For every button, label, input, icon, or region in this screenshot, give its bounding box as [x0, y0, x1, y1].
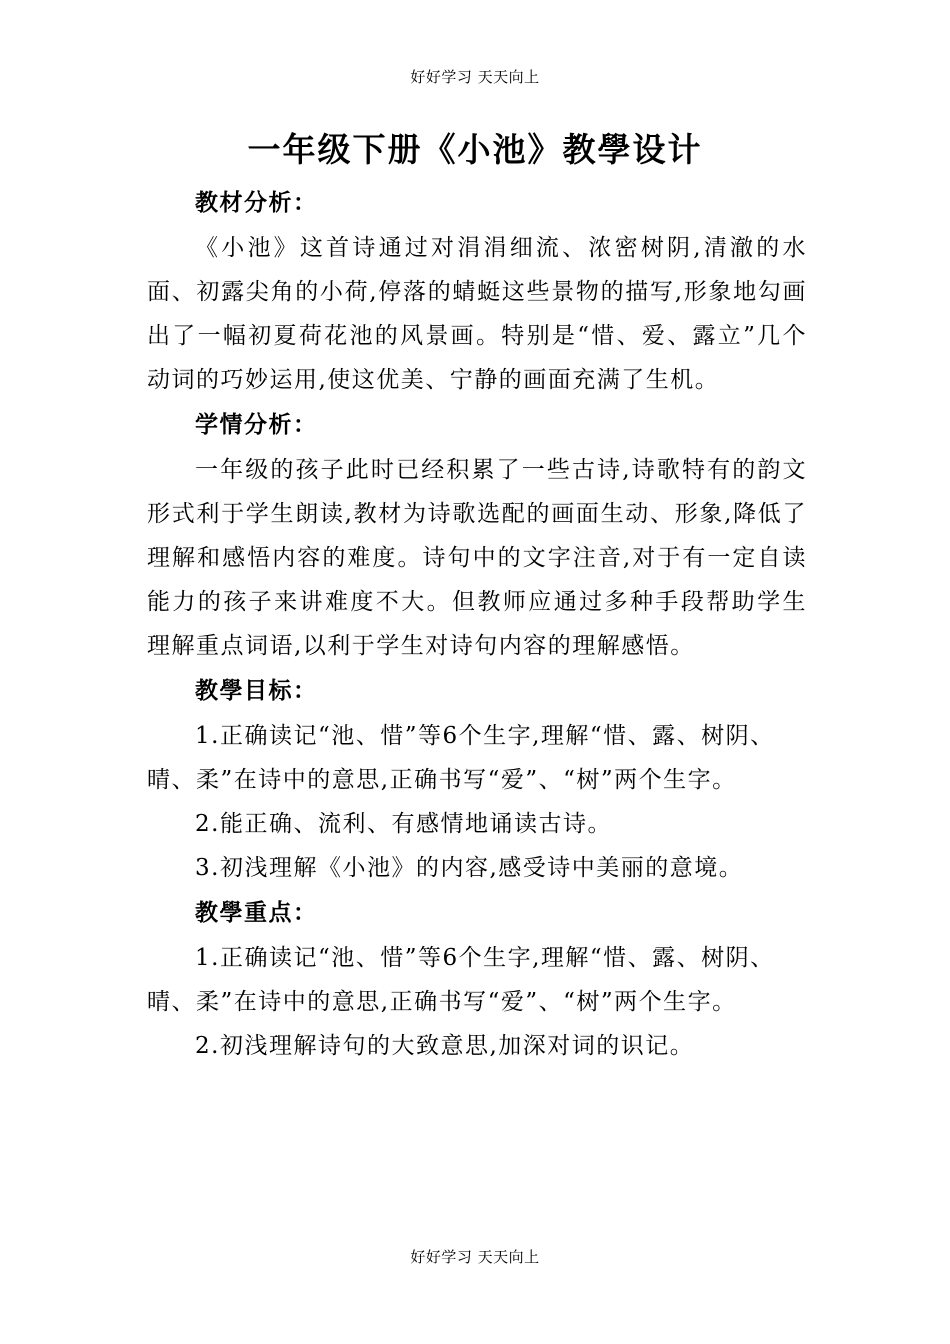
page-footer: 好好学习 天天向上	[410, 1248, 540, 1266]
section-teaching-focus	[147, 890, 807, 1068]
section-student-analysis	[147, 402, 807, 668]
list-item: 2.能正确、流利、有感情地诵读古诗。	[195, 811, 612, 837]
section-heading: 教學目标：	[195, 677, 318, 704]
list-item: 1.正确读记“池、惜”等6个生字,理解“惜、露、树阴、晴、柔”在诗中的意思,正确书写“爱”、“树”两个生字。	[147, 723, 775, 793]
list-item: 2.初浅理解诗句的大致意思,加深对词的识记。	[195, 1033, 695, 1059]
section-heading: 教學重点：	[195, 899, 318, 926]
list-item: 1.正确读记“池、惜”等6个生字,理解“惜、露、树阴、晴、柔”在诗中的意思,正确书写“爱”、“树”两个生字。	[147, 945, 775, 1015]
list-item: 3.初浅理解《小池》的内容,感受诗中美丽的意境。	[195, 855, 744, 881]
paragraph: 一年级的孩子此时已经积累了一些古诗,诗歌特有的韵文形式利于学生朗读,教材为诗歌选配的画面生动、形象,降低了理解和感悟内容的难度。诗句中的文字注音,对于有一定自读能力的孩子来讲难度不大。但教师应通过多种手段帮助学生理解重点词语,以利于学生对诗句内容的理解感悟。	[147, 457, 807, 659]
section-heading: 教材分析：	[195, 189, 318, 216]
paragraph: 《小池》这首诗通过对涓涓细流、浓密树阴,清澈的水面、初露尖角的小荷,停落的蜻蜓这些景物的描写,形象地勾画出了一幅初夏荷花池的风景画。特别是“惜、爱、露立”几个动词的巧妙运用,使这优美、宁静的画面充满了生机。	[147, 235, 807, 393]
document-body	[147, 180, 807, 1068]
section-heading: 学情分析：	[195, 411, 318, 438]
section-teaching-goals	[147, 668, 807, 890]
document-title: 一年级下册《小池》教學设计	[247, 130, 703, 169]
section-textbook-analysis	[147, 180, 807, 402]
page-header: 好好学习 天天向上	[410, 68, 540, 86]
